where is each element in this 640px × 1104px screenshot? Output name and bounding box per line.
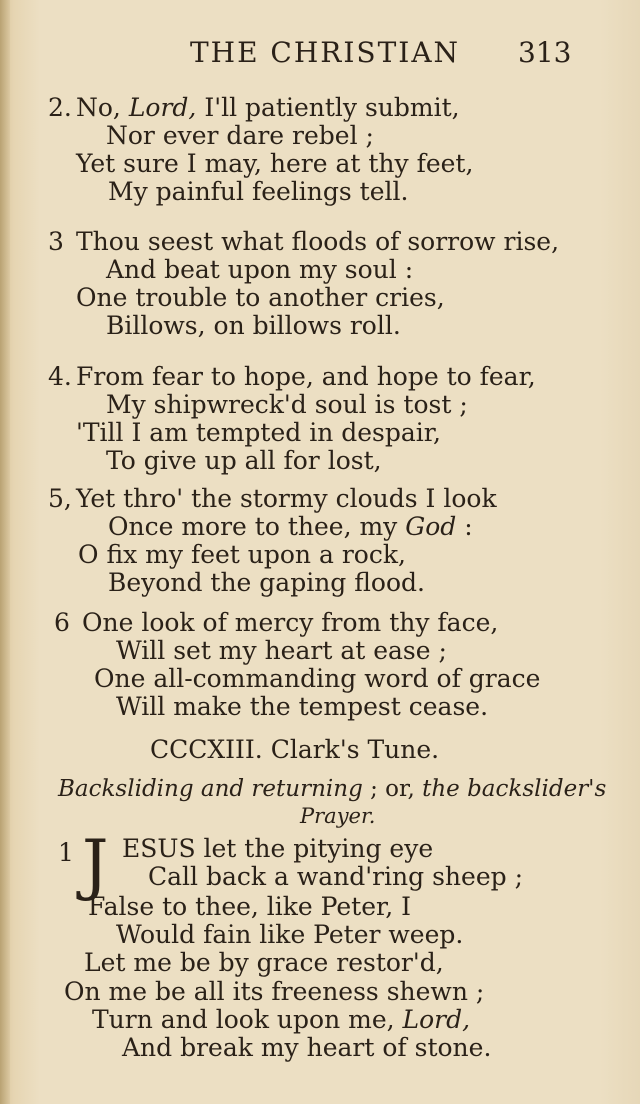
verse-line: Beyond the gaping flood. [108, 568, 425, 597]
verse-line: Yet sure I may, here at thy feet, [76, 149, 474, 178]
verse-line: One trouble to another cries, [76, 283, 445, 312]
verse-line: On me be all its freeness shewn ; [64, 977, 485, 1006]
verse-line: 3 Thou seest what floods of sorrow rise, [48, 227, 560, 256]
verse-line: 'Till I am tempted in despair, [76, 418, 441, 447]
page-number: 313 [518, 36, 572, 69]
verse-line: Nor ever dare rebel ; [106, 121, 374, 150]
verse-line: Let me be by grace restor'd, [84, 948, 444, 977]
verse-number: 1 [58, 838, 74, 867]
verse-number: 4. [48, 362, 72, 391]
hymn-subtitle-continued: Prayer. [300, 804, 376, 828]
verse-line: To give up all for lost, [106, 446, 382, 475]
verse-line: ESUS let the pitying eye [122, 834, 434, 863]
verse-line: O fix my feet upon a rock, [78, 540, 406, 569]
verse-line: 4. From fear to hope, and hope to fear, [48, 362, 536, 391]
verse-line: And break my heart of stone. [122, 1033, 492, 1062]
verse-line: Would fain like Peter weep. [116, 920, 464, 949]
verse-line: Will set my heart at ease ; [116, 636, 447, 665]
verse-line: False to thee, like Peter, I [88, 892, 411, 921]
running-header: THE CHRISTIAN [190, 36, 461, 69]
verse-line: Will make the tempest cease. [116, 692, 489, 721]
verse-line: Billows, on billows roll. [106, 311, 401, 340]
hymn-title: CCCXIII. Clark's Tune. [150, 735, 440, 764]
verse-line: 2. No, Lord, I'll patiently submit, [48, 93, 460, 122]
verse-line: And beat upon my soul : [106, 255, 414, 284]
hymn-subtitle: Backsliding and returning ; or, the backslider's [58, 776, 607, 802]
page-gutter [0, 0, 10, 1104]
verse-line: 5, Yet thro' the stormy clouds I look [48, 484, 497, 513]
verse-number: 3 [48, 227, 64, 256]
verse-line: Once more to thee, my God : [108, 512, 473, 541]
verse-line: 6 One look of mercy from thy face, [54, 608, 499, 637]
verse-line: Turn and look upon me, Lord, [92, 1005, 471, 1034]
verse-line: One all-commanding word of grace [94, 664, 541, 693]
verse-number: 6 [54, 608, 70, 637]
verse-line: My shipwreck'd soul is tost ; [106, 390, 468, 419]
verse-line: My painful feelings tell. [108, 177, 409, 206]
drop-cap: J [82, 826, 109, 903]
verse-number: 2. [48, 93, 72, 122]
verse-line: Call back a wand'ring sheep ; [148, 862, 523, 891]
verse-number: 5, [48, 484, 72, 513]
